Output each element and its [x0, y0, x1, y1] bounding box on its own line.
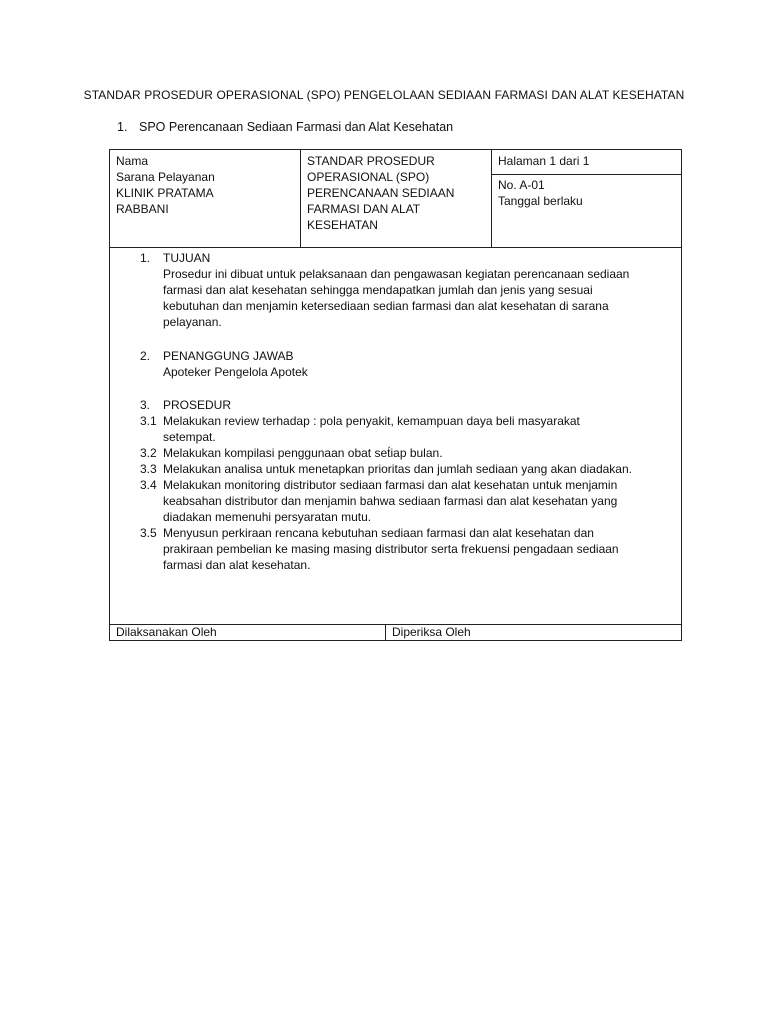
- sop-footer: [110, 624, 681, 640]
- section-number: 1.: [117, 120, 128, 134]
- step-text-line: setempat.: [163, 430, 216, 444]
- step-number: 3.3: [140, 462, 157, 476]
- meta-cell: [492, 150, 681, 247]
- step-text-line: Menyusun perkiraan rencana kebutuhan sediaan farmasi dan alat kesehatan dan: [163, 526, 594, 540]
- sop-title-line: KESEHATAN: [307, 218, 378, 232]
- sop-header: [110, 150, 681, 248]
- doc-meta: [492, 175, 681, 211]
- step-text-line: farmasi dan alat kesehatan.: [163, 558, 311, 572]
- document-title: STANDAR PROSEDUR OPERASIONAL (SPO) PENGELOLAAN SEDIAAN FARMASI DAN ALAT KESEHATAN: [83, 88, 685, 102]
- tujuan-heading: TUJUAN: [163, 251, 211, 265]
- item-number: 1.: [140, 251, 151, 265]
- step-text-line: Melakukan kompilasi penggunaan obat set́iap bulan.: [163, 446, 443, 460]
- prosedur-heading: PROSEDUR: [163, 398, 232, 412]
- sop-body: [110, 247, 681, 625]
- facility-cell: [110, 150, 301, 247]
- facility-line: Sarana Pelayanan: [116, 170, 215, 184]
- step-text-line: Melakukan analisa untuk menetapkan prioritas dan jumlah sediaan yang akan diadakan.: [163, 462, 632, 476]
- section-label: SPO Perencanaan Sediaan Farmasi dan Alat Kesehatan: [139, 120, 454, 134]
- step-text-line: prakiraan pembelian ke masing masing distributor serta frekuensi pengadaan sediaan: [163, 542, 619, 556]
- penanggung-text: Apoteker Pengelola Apotek: [163, 365, 308, 379]
- page-number: Halaman 1 dari 1: [492, 150, 681, 175]
- step-text-line: keabsahan distributor dan menjamin bahwa sediaan farmasi dan alat kesehatan yang: [163, 494, 618, 508]
- step-number: 3.4: [140, 478, 157, 492]
- sop-title-line: OPERASIONAL (SPO): [307, 170, 430, 184]
- effective-date: Tanggal berlaku: [498, 194, 583, 208]
- step-text-line: Melakukan monitoring distributor sediaan farmasi dan alat kesehatan untuk menjamin: [163, 478, 618, 492]
- facility-line: Nama: [116, 154, 149, 168]
- doc-number: No. A-01: [498, 178, 545, 192]
- sop-table: [109, 149, 682, 641]
- sop-title-line: PERENCANAAN SEDIAAN: [307, 186, 455, 200]
- penanggung-heading: PENANGGUNG JAWAB: [163, 349, 294, 363]
- sop-title-cell: [301, 150, 492, 247]
- step-number: 3.2: [140, 446, 157, 460]
- facility-line: RABBANI: [116, 202, 169, 216]
- step-text-line: Melakukan review terhadap : pola penyakit, kemampuan daya beli masyarakat: [163, 414, 580, 428]
- step-text-line: diadakan memenuhi persyaratan mutu.: [163, 510, 372, 524]
- checked-by-label: Diperiksa Oleh: [392, 625, 471, 639]
- executed-by-label: Dilaksanakan Oleh: [110, 624, 386, 640]
- tujuan-text-line: farmasi dan alat kesehatan sehingga mendapatkan jumlah dan jenis yang sesuai: [163, 283, 593, 297]
- sop-title-line: FARMASI DAN ALAT: [307, 202, 421, 216]
- tujuan-text-line: pelayanan.: [163, 315, 222, 329]
- item-number: 2.: [140, 349, 151, 363]
- tujuan-text-line: kebutuhan dan menjamin ketersediaan sedian farmasi dan alat kesehatan di sarana: [163, 299, 609, 313]
- step-number: 3.5: [140, 526, 157, 540]
- item-number: 3.: [140, 398, 151, 412]
- tujuan-text-line: Prosedur ini dibuat untuk pelaksanaan dan pengawasan kegiatan perencanaan sediaan: [163, 267, 630, 281]
- section-heading: [117, 120, 453, 134]
- step-number: 3.1: [140, 414, 157, 428]
- facility-line: KLINIK PRATAMA: [116, 186, 214, 200]
- sop-title-line: STANDAR PROSEDUR: [307, 154, 435, 168]
